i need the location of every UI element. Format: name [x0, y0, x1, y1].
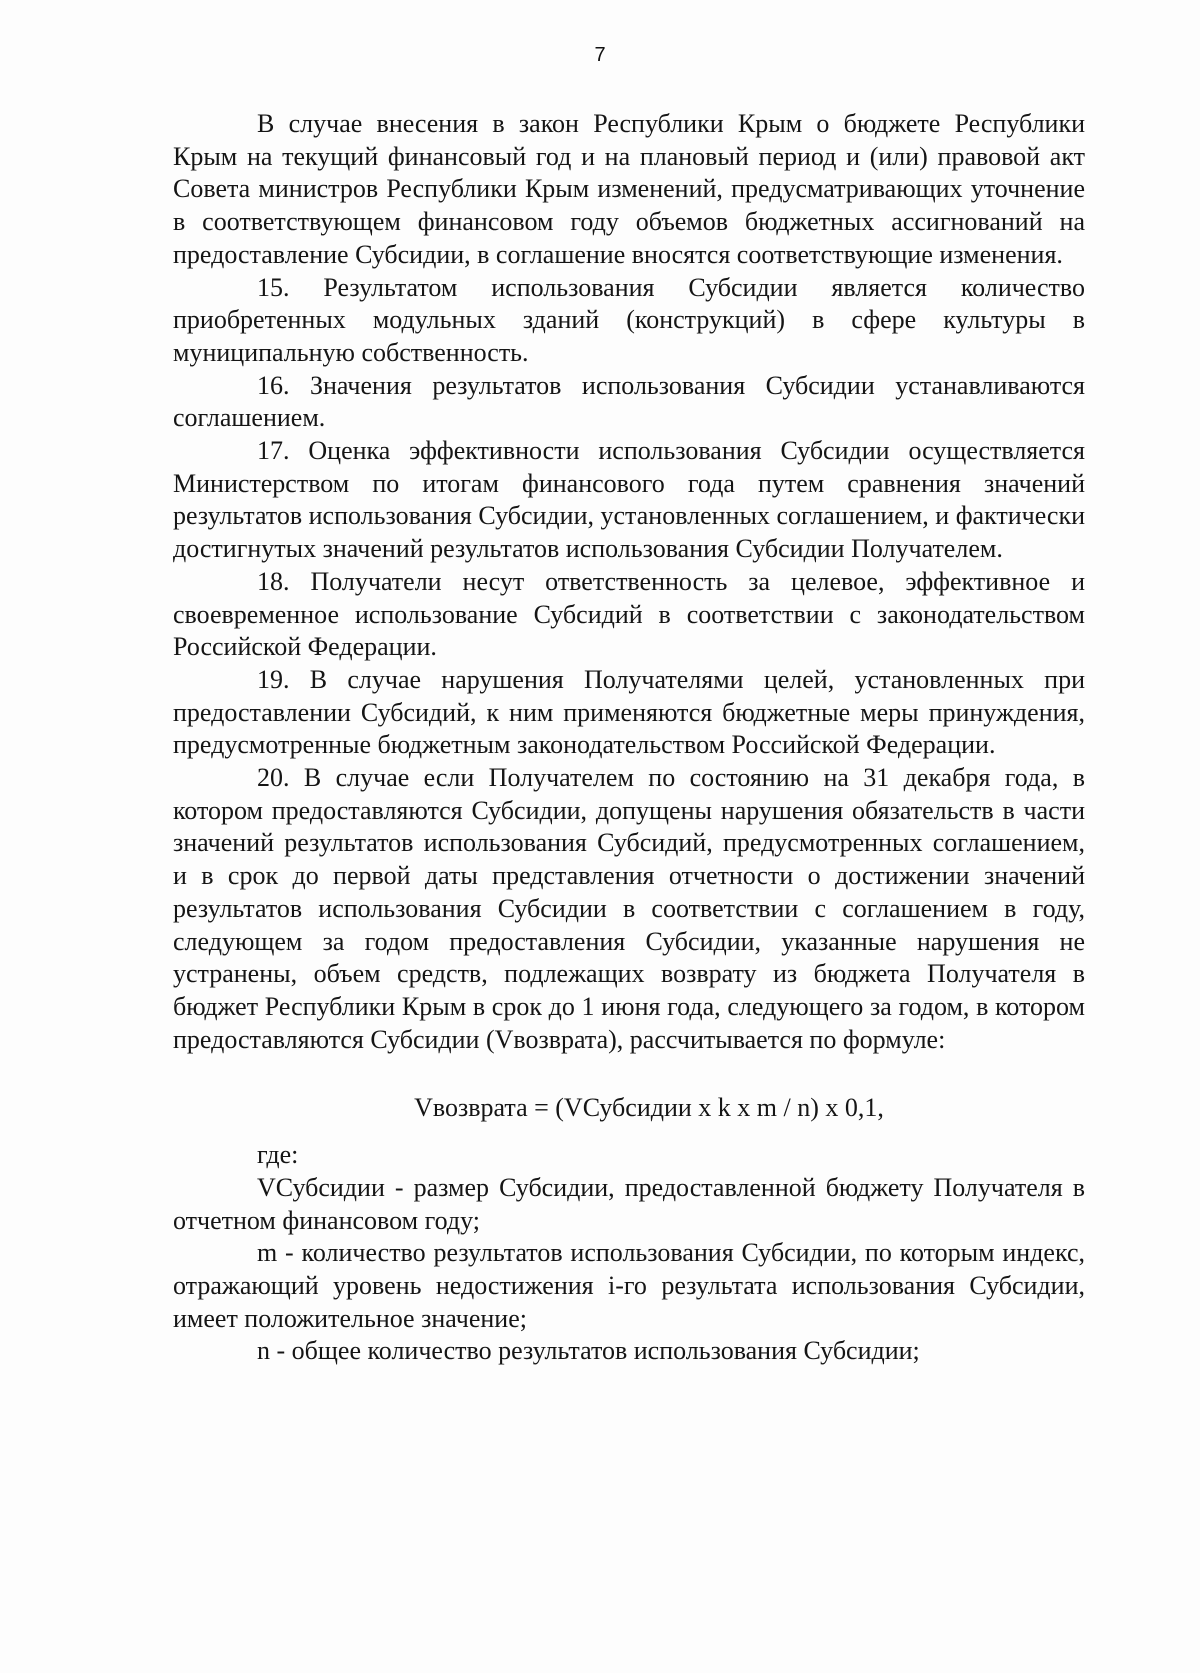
- document-body: [173, 108, 1085, 1368]
- formula-where-label: где:: [257, 1140, 299, 1170]
- definition-vsubsidy: VСубсидии - размер Субсидии, предоставленной бюджету Получателя в отчетном финансовом году;: [173, 1172, 1085, 1235]
- paragraph-15: 15. Результатом использования Субсидии является количество приобретенных модульных зданий (конструкций) в сфере культуры в муниципальную собственность.: [173, 272, 1085, 367]
- return-formula: Vвозврата = (VСубсидии x k x m / n) x 0,1,: [414, 1093, 884, 1123]
- definition-m: m - количество результатов использования Субсидии, по которым индекс, отражающий уровень недостижения i-го результата использования Субсидии, имеет положительное значение;: [173, 1238, 1085, 1333]
- paragraph-16: 16. Значения результатов использования Субсидии устанавливаются соглашением.: [173, 370, 1085, 433]
- paragraph-19: 19. В случае нарушения Получателями целей, установленных при предоставлении Субсидий, к ним применяются бюджетные меры принуждения, предусмотренные бюджетным законодательством Российской Федерации.: [173, 664, 1085, 760]
- paragraph-14-continuation: В случае внесения в закон Республики Крым о бюджете Республики Крым на текущий финансовый год и на плановый период и (или) правовой акт Совета министров Республики Крым изменений, предусматривающих уточнение в соответствующем финансовом году объемов бюджетных ассигнований на предоставление Субсидии, в соглашение вносятся соответствующие изменения.: [173, 109, 1085, 269]
- paragraph-20: 20. В случае если Получателем по состоянию на 31 декабря года, в котором предоставляются Субсидии, допущены нарушения обязательств в части значений результатов использования Субсидий, предусмотренных соглашением, и в срок до первой даты представления отчетности о достижении значений результатов использования Субсидии в соответствии с соглашением в году, следующем за годом предоставления Субсидии, указанные нарушения не устранены, объем средств, подлежащих возврату из бюджета Получателя в бюджет Республики Крым в срок до 1 июня года, следующего за годом, в котором предоставляются Субсидии (Vвозврата), рассчитывается по формуле:: [173, 763, 1085, 1054]
- definition-n: n - общее количество результатов использования Субсидии;: [257, 1336, 920, 1366]
- page-number: 7: [594, 44, 606, 66]
- paragraph-18: 18. Получатели несут ответственность за целевое, эффективное и своевременное использование Субсидий в соответствии с законодательством Российской Федерации.: [173, 566, 1085, 662]
- paragraph-17: 17. Оценка эффективности использования Субсидии осуществляется Министерством по итогам финансового года путем сравнения значений результатов использования Субсидии, установленных соглашением, и фактически достигнутых значений результатов использования Субсидии Получателем.: [173, 436, 1085, 564]
